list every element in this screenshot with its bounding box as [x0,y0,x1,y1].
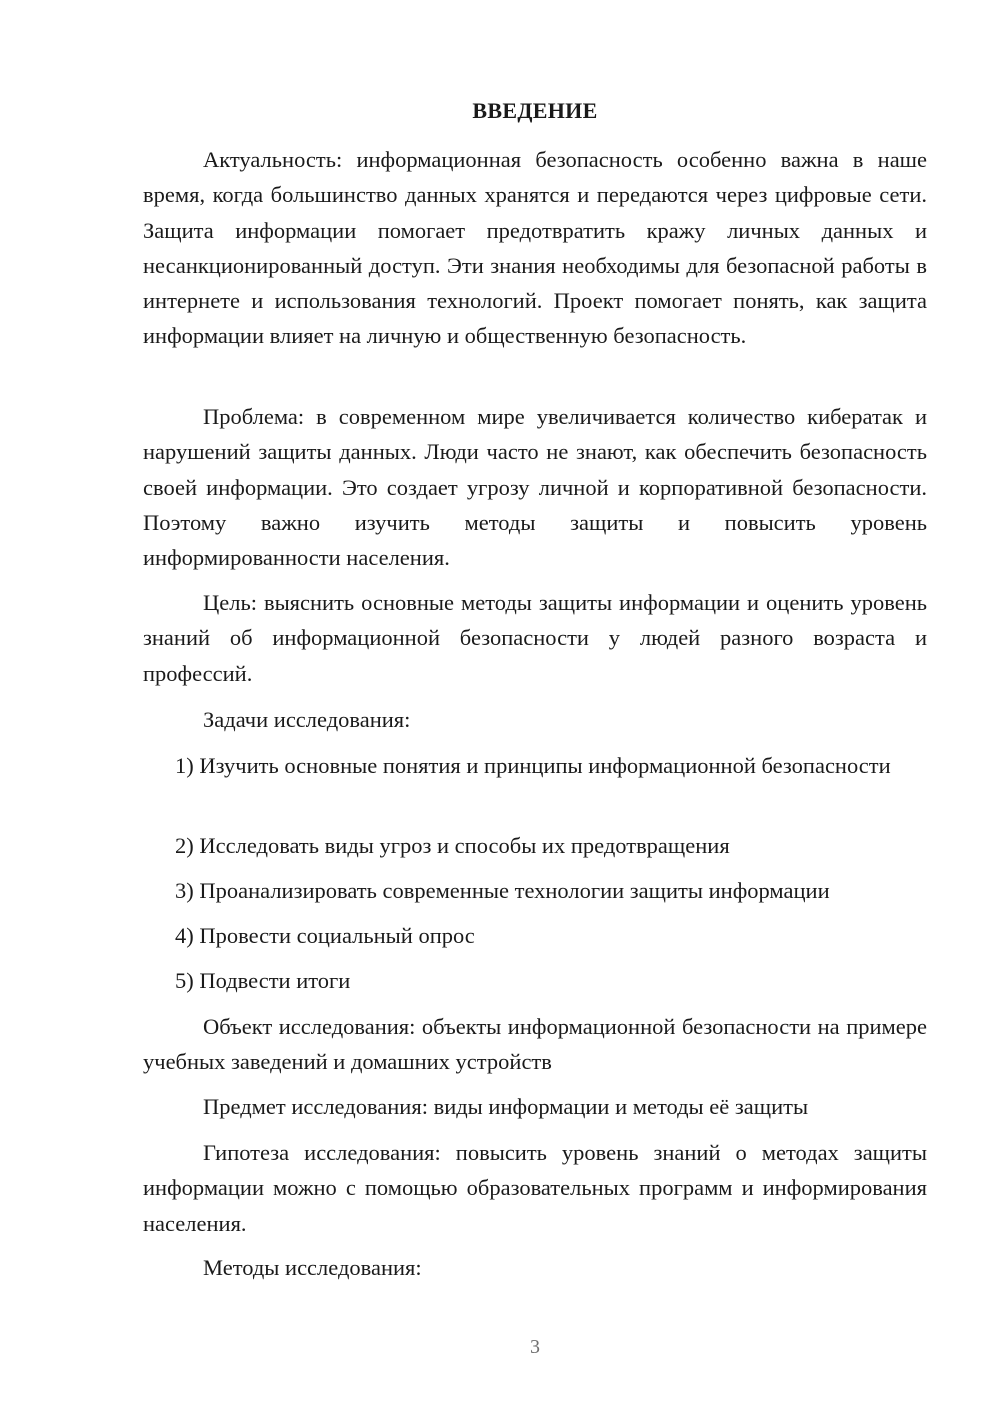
paragraph-hypothesis: Гипотеза исследования: повысить уровень знаний о методах защиты информации можно с помощью образовательных программ и информирования населения. [143,1140,927,1236]
methods-heading: Методы исследования: [203,1255,422,1280]
page-number: 3 [530,1336,540,1358]
section-title: ВВЕДЕНИЕ [472,98,598,123]
task-item-2: 2) Исследовать виды угроз и способы их предотвращения [175,833,730,858]
tasks-heading: Задачи исследования: [203,707,411,732]
task-item-3: 3) Проанализировать современные технологии защиты информации [175,878,830,903]
task-item-5: 5) Подвести итоги [175,968,351,993]
paragraph-goal: Цель: выяснить основные методы защиты информации и оценить уровень знаний об информационной безопасности у людей разного возраста и профессий. [143,590,927,686]
paragraph-subject: Предмет исследования: виды информации и методы её защиты [203,1094,809,1119]
task-item-1: 1) Изучить основные понятия и принципы информационной безопасности [175,753,891,778]
paragraph-problem: Проблема: в современном мире увеличивается количество кибератак и нарушений защиты данных. Люди часто не знают, как обеспечить безопасность своей информации. Это создает угрозу личной и корпоративной безопасности. Поэтому важно изучить методы защиты и повысить уровень информированности населения. [143,404,927,571]
paragraph-object: Объект исследования: объекты информационной безопасности на примере учебных заведений и домашних устройств [143,1014,927,1075]
paragraph-relevance: Актуальность: информационная безопасность особенно важна в наше время, когда большинство данных хранятся и передаются через цифровые сети. Защита информации помогает предотвратить кражу личных данных и несанкционированный доступ. Эти знания необходимы для безопасной работы в интернете и использования технологий. Проект помогает понять, как защита информации влияет на личную и общественную безопасность. [143,147,927,349]
task-item-4: 4) Провести социальный опрос [175,923,475,948]
